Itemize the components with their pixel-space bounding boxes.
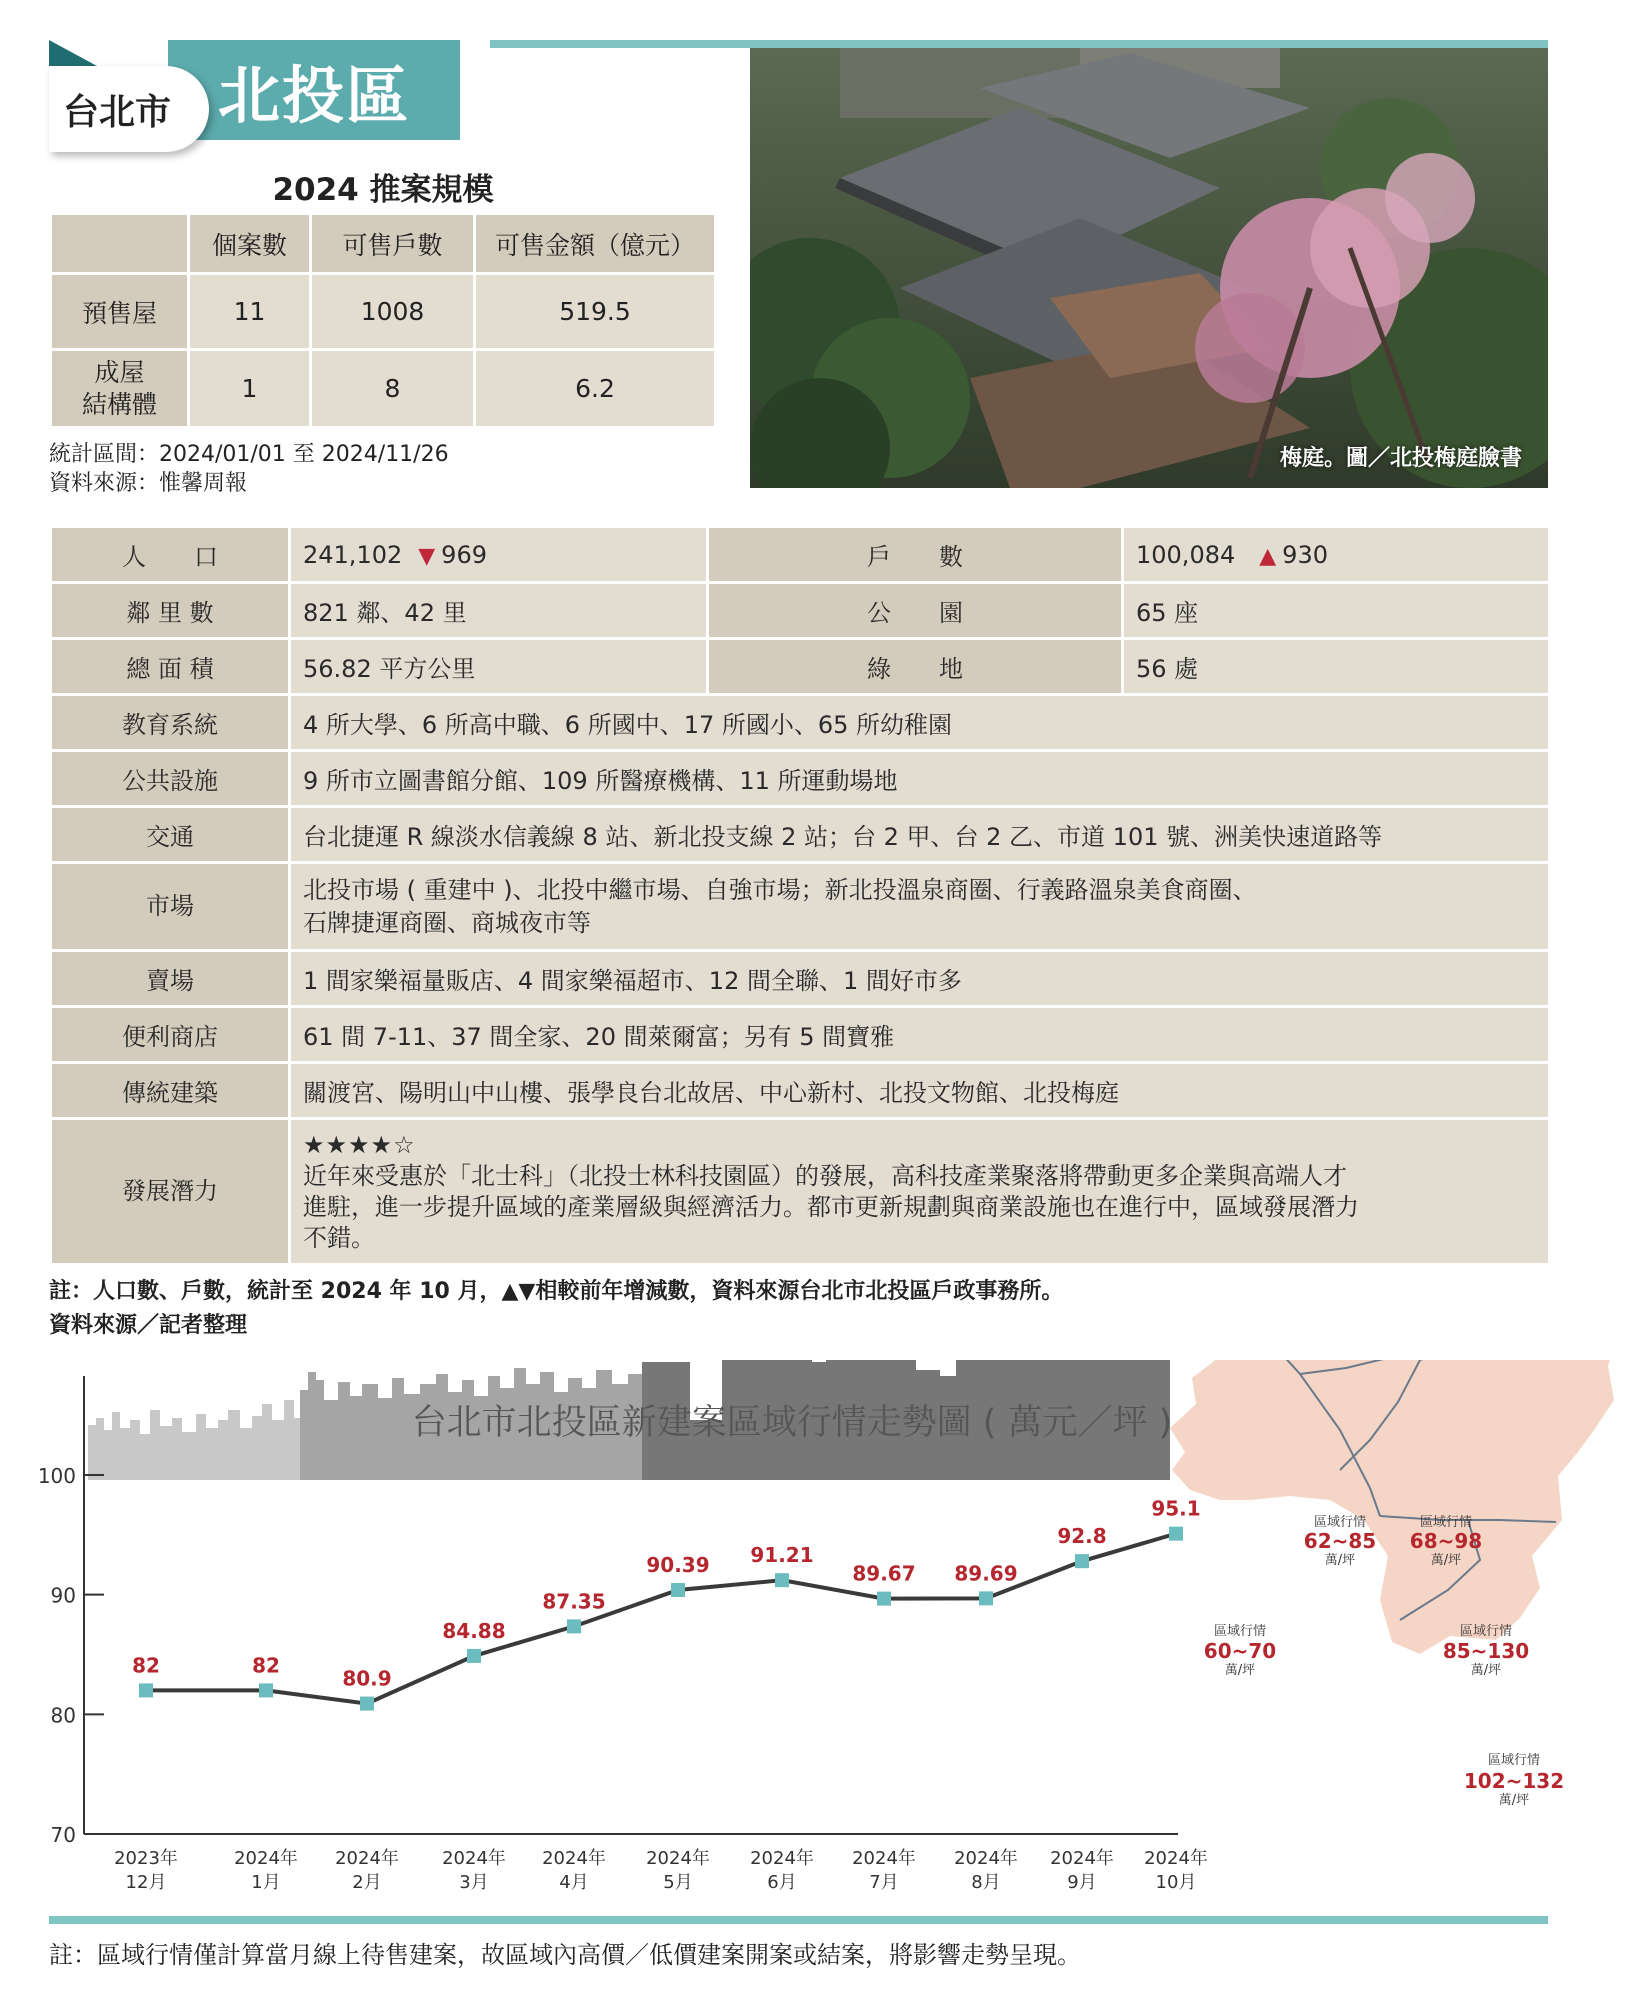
scale-cell-cases: 1	[189, 350, 311, 428]
map-region-caption: 區域行情	[1313, 1515, 1367, 1530]
rating-stars: ★★★★☆	[303, 1130, 416, 1159]
scale-cell-cases: 11	[189, 274, 311, 350]
map-region-unit: 萬/坪	[1470, 1663, 1502, 1678]
price-marker	[775, 1573, 789, 1587]
map-region-unit: 萬/坪	[1498, 1793, 1530, 1808]
scale-row-presale	[51, 274, 716, 350]
scale-row-completed	[51, 350, 716, 428]
x-tick-label: 2024年 4月	[542, 1848, 606, 1893]
scale-period: 統計區間：2024/01/01 至 2024/11/26	[49, 442, 449, 467]
y-tick-label: 80	[50, 1703, 76, 1728]
map-region-range: 60~70	[1203, 1639, 1277, 1663]
price-value-label: 90.39	[646, 1552, 710, 1577]
price-value-label: 95.1	[1151, 1496, 1201, 1521]
info-row-population	[51, 527, 1550, 583]
map-region-caption: 區域行情	[1487, 1753, 1541, 1768]
map-region-range: 85~130	[1442, 1639, 1530, 1663]
info-source-note: 資料來源／記者整理	[49, 1313, 248, 1338]
chart-footnote: 註：區域行情僅計算當月線上待售建案，故區域內高價／低價建案開案或結案，將影響走勢呈現。	[49, 1941, 1081, 1969]
scale-row-label-line2: 結構體	[81, 389, 157, 419]
chart-title: 台北市北投區新建案區域行情走勢圖 ( 萬元／坪 )	[411, 1403, 1173, 1443]
district-banner	[168, 40, 460, 140]
garden-photo-illustration	[750, 48, 1548, 488]
price-value-label: 84.88	[442, 1618, 506, 1643]
info-label: 總 面 積	[51, 639, 290, 695]
map-outline	[1170, 1360, 1618, 1654]
price-marker	[139, 1683, 153, 1697]
price-marker	[1169, 1527, 1183, 1541]
price-value-label: 92.8	[1057, 1524, 1107, 1549]
decrease-triangle-icon: ▼	[418, 543, 436, 569]
scale-cell-units: 8	[311, 350, 475, 428]
info-value: 1 間家樂福量販店、4 間家樂福超市、12 間全聯、1 間好市多	[290, 951, 1550, 1007]
info-value	[290, 863, 1550, 951]
scale-table	[49, 212, 717, 429]
market-line2: 石牌捷運商圈、商城夜市等	[303, 908, 591, 937]
x-tick-label: 2024年 5月	[646, 1848, 710, 1893]
info-label: 發展潛力	[51, 1119, 290, 1265]
top-accent-rule	[490, 40, 1548, 48]
population-note: 註：人口數、戶數，統計至 2024 年 10 月，▲▼相較前年增減數，資料來源台北市北投區戶政事務所。	[49, 1279, 1064, 1304]
info-label: 賣場	[51, 951, 290, 1007]
scale-row-label: 預售屋	[51, 274, 189, 350]
x-tick-label: 2024年 1月	[234, 1848, 298, 1893]
price-value-label: 89.69	[954, 1561, 1018, 1586]
map-region-unit: 萬/坪	[1324, 1553, 1356, 1568]
price-trend-chart	[0, 1360, 1638, 1910]
info-label: 戶 數	[708, 527, 1123, 583]
district-price-map	[1170, 1360, 1618, 1808]
info-value: 821 鄰、42 里	[290, 583, 708, 639]
info-value: 4 所大學、6 所高中職、6 所國中、17 所國小、65 所幼稚園	[290, 695, 1550, 751]
price-marker	[567, 1619, 581, 1633]
x-tick-label: 2024年 8月	[954, 1848, 1018, 1893]
increase-triangle-icon: ▲	[1259, 543, 1277, 569]
info-row-area	[51, 639, 1550, 695]
scale-cell-units: 1008	[311, 274, 475, 350]
households-value: 100,084	[1136, 540, 1236, 569]
scale-cell-amount: 519.5	[475, 274, 716, 350]
map-region-unit: 萬/坪	[1224, 1663, 1256, 1678]
bottom-accent-rule	[49, 1916, 1548, 1924]
city-name: 台北市	[63, 91, 172, 133]
x-tick-label: 2024年 7月	[852, 1848, 916, 1893]
info-label: 鄰 里 數	[51, 583, 290, 639]
info-value: 56 處	[1123, 639, 1550, 695]
info-label: 綠 地	[708, 639, 1123, 695]
district-info-table	[49, 525, 1551, 1266]
x-tick-label: 2024年 3月	[442, 1848, 506, 1893]
info-row-heritage	[51, 1063, 1550, 1119]
info-row-potential	[51, 1119, 1550, 1265]
map-region-range: 102~132	[1463, 1769, 1565, 1793]
population-value: 241,102	[303, 540, 403, 569]
x-axis-ticks	[114, 1847, 1208, 1893]
y-tick-label: 100	[37, 1464, 76, 1488]
info-value: 台北捷運 R 線淡水信義線 8 站、新北投支線 2 站；台 2 甲、台 2 乙、市道 101 號、洲美快速道路等	[290, 807, 1550, 863]
map-region-range: 68~98	[1409, 1529, 1483, 1553]
price-marker	[877, 1592, 891, 1606]
map-region-range: 62~85	[1303, 1529, 1377, 1553]
map-region-caption: 區域行情	[1213, 1624, 1267, 1639]
y-axis-ticks	[38, 1464, 104, 1847]
price-marker	[259, 1683, 273, 1697]
price-marker	[467, 1649, 481, 1663]
y-tick-label: 70	[50, 1823, 76, 1847]
price-value-label: 80.9	[342, 1666, 392, 1691]
info-label: 便利商店	[51, 1007, 290, 1063]
price-value-label: 91.21	[750, 1543, 814, 1568]
x-tick-label: 2023年 12月	[114, 1848, 178, 1893]
potential-line3: 不錯。	[303, 1223, 375, 1252]
info-row-market	[51, 863, 1550, 951]
map-region-5	[1464, 1752, 1564, 1808]
info-value: 9 所市立圖書館分館、109 所醫療機構、11 所運動場地	[290, 751, 1550, 807]
scale-header-amount: 可售金額（億元）	[475, 214, 716, 274]
info-row-transport	[51, 807, 1550, 863]
info-value: 61 間 7-11、37 間全家、20 間萊爾富；另有 5 間寶雅	[290, 1007, 1550, 1063]
price-value-label: 87.35	[542, 1589, 606, 1614]
scale-header-blank	[51, 214, 189, 274]
market-line1: 北投市場 ( 重建中 )、北投中繼市場、自強市場；新北投溫泉商圈、行義路溫泉美食商圈、	[303, 875, 1257, 904]
scale-table-header-row	[51, 214, 716, 274]
map-region-unit: 萬/坪	[1430, 1553, 1462, 1568]
scale-cell-amount: 6.2	[475, 350, 716, 428]
city-tab	[49, 66, 209, 152]
info-label: 市場	[51, 863, 290, 951]
info-row-public	[51, 751, 1550, 807]
map-region-1	[1304, 1514, 1376, 1568]
potential-line2: 進駐，進一步提升區域的產業層級與經濟活力。都市更新規劃與商業設施也在進行中，區域發展潛力	[303, 1192, 1359, 1221]
scale-source: 資料來源：惟馨周報	[49, 471, 248, 496]
info-label: 公 園	[708, 583, 1123, 639]
x-tick-label: 2024年 9月	[1050, 1848, 1114, 1893]
price-value-label: 82	[132, 1653, 160, 1678]
info-value: 56.82 平方公里	[290, 639, 708, 695]
photo-caption: 梅庭。圖／北投梅庭臉書	[1279, 446, 1522, 471]
district-name: 北投區	[217, 58, 410, 132]
scale-header-units: 可售戶數	[311, 214, 475, 274]
info-value	[1123, 527, 1550, 583]
info-row-neighborhoods	[51, 583, 1550, 639]
info-label: 傳統建築	[51, 1063, 290, 1119]
map-region-caption: 區域行情	[1459, 1624, 1513, 1639]
map-region-3	[1204, 1623, 1276, 1678]
price-value-label: 82	[252, 1653, 280, 1678]
x-tick-label: 2024年 10月	[1144, 1848, 1208, 1893]
info-value	[290, 1119, 1550, 1265]
price-value-label: 89.67	[852, 1561, 916, 1586]
info-label: 公共設施	[51, 751, 290, 807]
info-row-stores	[51, 951, 1550, 1007]
price-marker	[979, 1591, 993, 1605]
scale-header-cases: 個案數	[189, 214, 311, 274]
price-marker	[671, 1583, 685, 1597]
scale-table-title: 2024 推案規模	[272, 172, 494, 208]
map-region-caption: 區域行情	[1419, 1515, 1473, 1530]
population-change: 969	[441, 540, 487, 569]
info-value: 關渡宮、陽明山中山樓、張學良台北故居、中心新村、北投文物館、北投梅庭	[290, 1063, 1550, 1119]
info-value	[290, 527, 708, 583]
potential-line1: 近年來受惠於「北士科」（北投士林科技園區）的發展，高科技產業聚落將帶動更多企業與高端人才	[303, 1161, 1347, 1190]
info-label: 教育系統	[51, 695, 290, 751]
info-label: 交通	[51, 807, 290, 863]
scale-row-label	[51, 350, 189, 428]
info-row-education	[51, 695, 1550, 751]
x-tick-label: 2024年 2月	[335, 1848, 399, 1893]
info-row-convenience	[51, 1007, 1550, 1063]
price-marker	[1075, 1554, 1089, 1568]
y-tick-label: 90	[50, 1583, 76, 1608]
price-marker	[360, 1697, 374, 1711]
info-value: 65 座	[1123, 583, 1550, 639]
households-change: 930	[1282, 540, 1328, 569]
info-label: 人 口	[51, 527, 290, 583]
banner-fold-decoration	[49, 40, 97, 66]
garden-photo	[750, 48, 1548, 488]
scale-row-label-line1: 成屋	[94, 357, 145, 387]
x-tick-label: 2024年 6月	[750, 1848, 814, 1893]
